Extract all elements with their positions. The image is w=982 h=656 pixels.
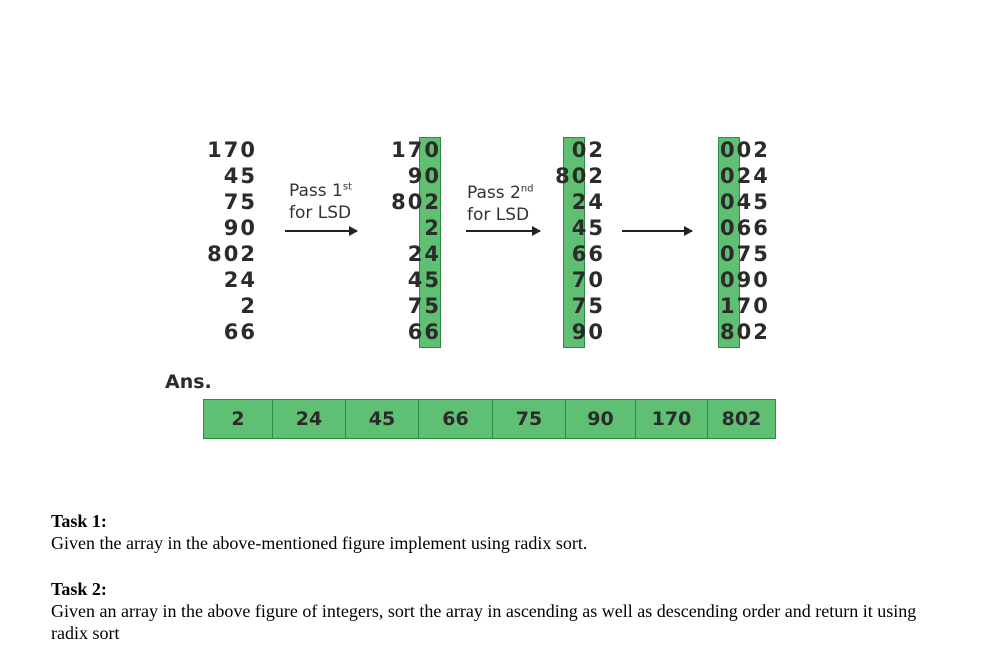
pass2-value: 45	[571, 216, 605, 240]
final-value: 045	[720, 190, 770, 214]
pass1-value: 170	[391, 138, 441, 162]
pass2-label	[467, 182, 534, 226]
pass1-value: 75	[407, 294, 441, 318]
pass2-value: 24	[571, 190, 605, 214]
pass1-array-column	[375, 137, 441, 345]
original-value: 802	[207, 242, 257, 266]
pass1-value: 90	[407, 164, 441, 188]
pass1-arrow	[285, 230, 357, 232]
final-value: 802	[720, 320, 770, 344]
task1	[51, 510, 931, 554]
pass1-label-line2: for LSD	[289, 203, 352, 223]
original-value: 75	[223, 190, 257, 214]
answer-cell: 802	[721, 408, 762, 430]
pass1-label	[289, 180, 352, 224]
task1-text: Given the array in the above-mentioned figure implement using radix sort.	[51, 533, 588, 553]
pass2-value: 66	[571, 242, 605, 266]
original-value: 2	[240, 294, 257, 318]
original-value: 45	[223, 164, 257, 188]
original-value: 66	[223, 320, 257, 344]
final-value: 024	[720, 164, 770, 188]
answer-cell: 45	[346, 400, 419, 438]
pass2-label-text: Pass 2	[467, 183, 521, 203]
pass1-value: 802	[391, 190, 441, 214]
task2	[51, 578, 941, 644]
answer-cell: 90	[566, 400, 636, 438]
answer-label: Ans.	[165, 371, 212, 393]
answer-cell: 24	[273, 400, 346, 438]
pass2-value: 70	[571, 268, 605, 292]
final-value: 170	[720, 294, 770, 318]
pass1-value: 45	[407, 268, 441, 292]
answer-cell: 66	[419, 400, 493, 438]
pass1-label-text: Pass 1	[289, 181, 343, 201]
pass2-label-line2: for LSD	[467, 205, 530, 225]
final-value: 002	[720, 138, 770, 162]
final-value: 090	[720, 268, 770, 292]
answer-cell: 2	[204, 400, 273, 438]
original-value: 170	[207, 138, 257, 162]
pass1-value: 24	[407, 242, 441, 266]
pass2-label-sup: nd	[520, 183, 534, 195]
pass2-arrow	[466, 230, 540, 232]
final-value: 075	[720, 242, 770, 266]
pass3-arrow	[622, 230, 692, 232]
answer-cell: 75	[493, 400, 566, 438]
answer-array	[203, 399, 776, 439]
pass1-value: 2	[424, 216, 441, 240]
original-value: 24	[223, 268, 257, 292]
pass2-value: 90	[571, 320, 605, 344]
original-value: 90	[223, 216, 257, 240]
original-array-column	[195, 137, 257, 345]
final-array-column	[720, 137, 790, 345]
pass2-value: 02	[571, 138, 605, 162]
pass2-value: 75	[571, 294, 605, 318]
pass2-value: 802	[555, 164, 605, 188]
task1-title: Task 1:	[51, 511, 107, 531]
final-value: 066	[720, 216, 770, 240]
task2-text: Given an array in the above figure of integers, sort the array in ascending as well as descending order and return it using radix sort	[51, 601, 917, 643]
answer-cell: 170	[636, 400, 708, 438]
pass2-array-column	[540, 137, 605, 345]
pass1-label-sup: st	[342, 181, 352, 193]
pass1-value: 66	[407, 320, 441, 344]
task2-title: Task 2:	[51, 579, 107, 599]
